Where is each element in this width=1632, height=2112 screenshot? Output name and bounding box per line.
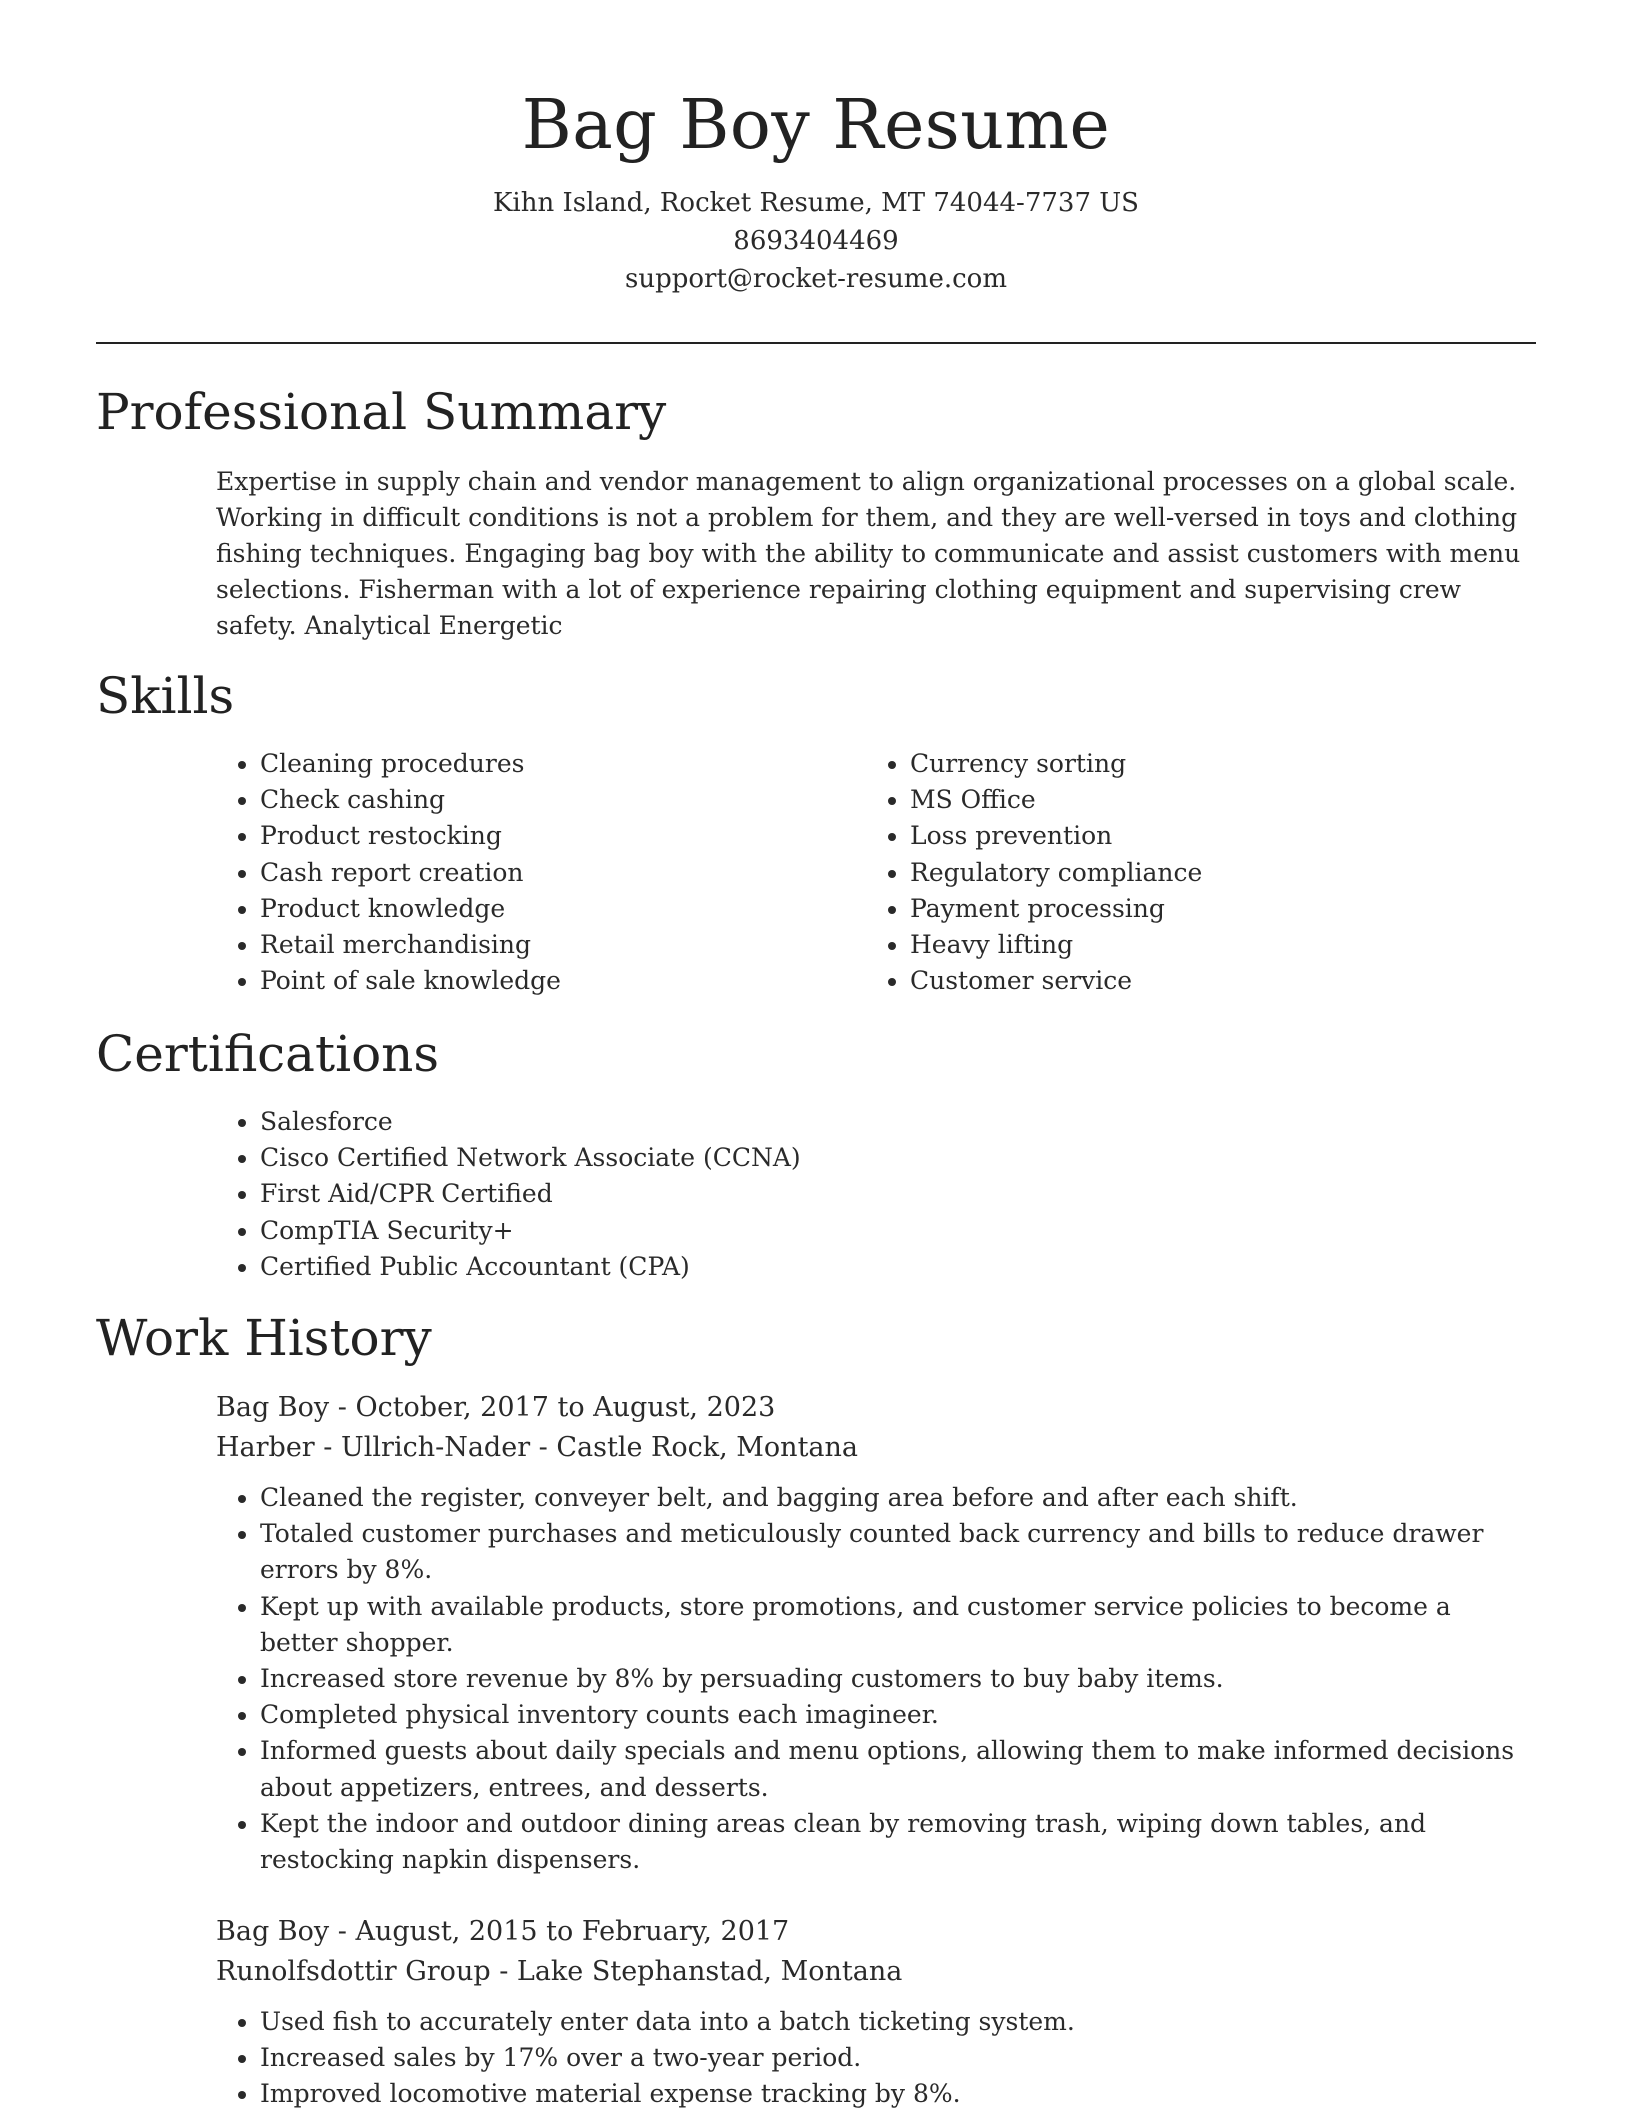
job-bullet: • Informed guests about daily specials and menu options, allowing them to make informed decisions about appetizers, entrees, and desserts. (260, 1733, 1536, 1805)
skill-item: • Retail merchandising (260, 927, 816, 963)
skill-item: • Cash report creation (260, 855, 816, 891)
skill-item: • Check cashing (260, 782, 816, 818)
skill-item: • Payment processing (910, 891, 1466, 927)
skill-item: • Regulatory compliance (910, 855, 1466, 891)
job-bullet: • Completed physical inventory counts each imagineer. (260, 1697, 1536, 1733)
job-bullet: • Kept the indoor and outdoor dining areas clean by removing trash, wiping down tables, and restocking napkin dispensers. (260, 1806, 1536, 1878)
job-bullet: • Cleaned the register, conveyer belt, and bagging area before and after each shift. (260, 1480, 1536, 1516)
certification-item: • Salesforce (260, 1104, 1536, 1140)
contact-email: support@rocket-resume.com (624, 264, 1007, 294)
job-entry (216, 1388, 1536, 1878)
skill-item: • Product restocking (260, 818, 816, 854)
resume-name: Bag Boy Resume (521, 86, 1111, 165)
work-history-heading: Work History (96, 1309, 432, 1367)
skill-item: • Product knowledge (260, 891, 816, 927)
job-bullet: • Totaled customer purchases and meticulously counted back currency and bills to reduce drawer errors by 8%. (260, 1516, 1536, 1588)
skill-item: • Currency sorting (910, 746, 1466, 782)
skill-item: • MS Office (910, 782, 1466, 818)
summary-text: Expertise in supply chain and vendor management to align organizational processes on a global scale. Working in difficult conditions is not a problem for them, and they are well-versed in toys and clothing fishing techniques. Engaging bag boy with the ability to communicate and assist customers with menu selections. Fisherman with a lot of experience repairing clothing equipment and supervising crew safety. Analytical Energetic (216, 467, 1521, 640)
certification-item: • First Aid/CPR Certified (260, 1176, 1536, 1212)
job-entry (216, 1912, 1536, 2112)
skills-list-right (866, 746, 1466, 999)
certifications-block (216, 1104, 1536, 1285)
skills-column-left (216, 746, 816, 999)
job-title-line: Bag Boy - August, 2015 to February, 2017 (216, 1916, 790, 1947)
job-bullet: • Improved locomotive material expense tracking by 8%. (260, 2076, 1536, 2112)
skills-heading: Skills (96, 667, 235, 725)
skill-item: • Cleaning procedures (260, 746, 816, 782)
skill-item: • Customer service (910, 963, 1466, 999)
certification-item: • Certified Public Accountant (CPA) (260, 1249, 1536, 1285)
skill-item: • Point of sale knowledge (260, 963, 816, 999)
contact-address: Kihn Island, Rocket Resume, MT 74044-7737 US (493, 188, 1139, 218)
skill-item: • Heavy lifting (910, 927, 1466, 963)
contact-phone: 8693404469 (733, 226, 899, 256)
job-bullets (216, 2004, 1536, 2112)
job-bullet: • Used fish to accurately enter data into a batch ticketing system. (260, 2004, 1536, 2040)
job-company-line: Runolfsdottir Group - Lake Stephanstad, Montana (216, 1956, 903, 1987)
certifications-heading: Certifications (96, 1025, 440, 1083)
certification-item: • Cisco Certified Network Associate (CCNA) (260, 1140, 1536, 1176)
skills-column-right (866, 746, 1466, 999)
certification-item: • CompTIA Security+ (260, 1213, 1536, 1249)
contact-block (96, 184, 1536, 298)
job-bullet: • Increased store revenue by 8% by persuading customers to buy baby items. (260, 1661, 1536, 1697)
resume-header (96, 82, 1536, 298)
job-bullets (216, 1480, 1536, 1878)
summary-heading: Professional Summary (96, 383, 667, 441)
job-bullet: • Kept up with available products, store promotions, and customer service policies to become a better shopper. (260, 1589, 1536, 1661)
certifications-list (216, 1104, 1536, 1285)
job-company-line: Harber - Ullrich-Nader - Castle Rock, Montana (216, 1432, 859, 1463)
header-divider (96, 342, 1536, 344)
skill-item: • Loss prevention (910, 818, 1466, 854)
job-title-line: Bag Boy - October, 2017 to August, 2023 (216, 1392, 776, 1423)
job-bullet: • Increased sales by 17% over a two-year period. (260, 2040, 1536, 2076)
skills-list-left (216, 746, 816, 999)
